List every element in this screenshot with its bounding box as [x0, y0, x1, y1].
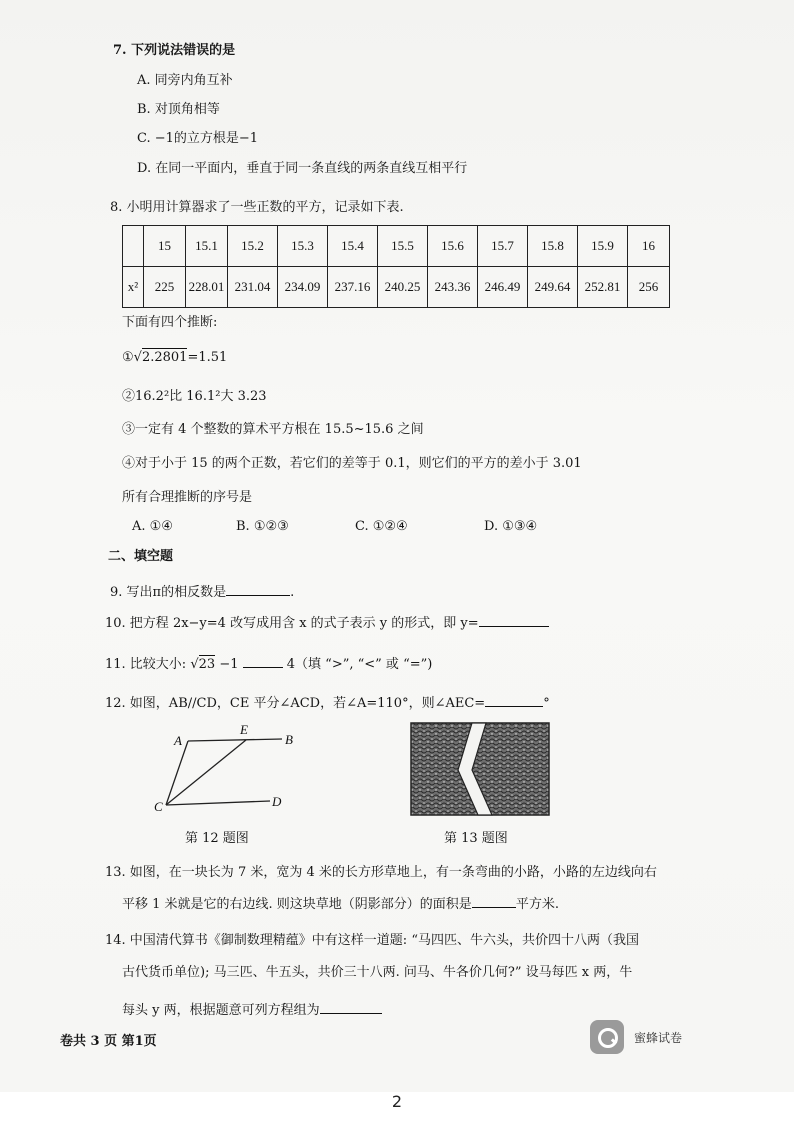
table-cell: 15: [144, 226, 186, 267]
label-c: C: [154, 799, 163, 814]
q7-option-d: D. 在同一平面内，垂直于同一条直线的两条直线互相平行: [137, 161, 468, 176]
table-cell: 246.49: [478, 267, 528, 308]
figure-12-caption: 第 12 题图: [185, 831, 249, 846]
table-cell: 15.9: [578, 226, 628, 267]
answer-blank: [226, 582, 290, 596]
table-cell: x²: [123, 267, 144, 308]
figure-13: [410, 722, 550, 816]
q8-inference-2: ②16.2²比 16.1²大 3.23: [122, 389, 267, 404]
table-cell: 15.8: [528, 226, 578, 267]
q7-option-b: B. 对顶角相等: [137, 102, 220, 117]
table-cell: 15.2: [228, 226, 278, 267]
q13-line-1: 13. 如图，在一块长为 7 米，宽为 4 米的长方形草地上，有一条弯曲的小路，小路的左边线向右: [105, 865, 657, 880]
answer-blank: [485, 693, 543, 707]
table-cell: [123, 226, 144, 267]
q8-option-b: B. ①②③: [236, 519, 289, 534]
table-cell: 16: [628, 226, 670, 267]
page-number: 2: [0, 1092, 794, 1124]
label-d: D: [272, 794, 282, 809]
q12-text: 12. 如图，AB//CD，CE 平分∠ACD，若∠A=110°，则∠AEC=: [105, 696, 486, 711]
q13-text: 平移 1 米就是它的右边线. 则这块草地（阴影部分）的面积是: [122, 897, 472, 912]
q11-mid: −1: [219, 657, 239, 672]
q12: [105, 693, 550, 713]
q8-option-a: A. ①④: [132, 519, 173, 534]
q8-ask: 所有合理推断的序号是: [122, 490, 253, 505]
q8-inference-3: ③一定有 4 个整数的算术平方根在 15.5~15.6 之间: [122, 422, 424, 437]
answer-blank: [472, 894, 516, 908]
q8-stem: 8. 小明用计算器求了一些正数的平方，记录如下表.: [110, 200, 404, 215]
q9-end: .: [290, 585, 295, 600]
q12-end: °: [543, 696, 550, 711]
inference-1-marker: ①: [122, 350, 134, 365]
q10-text: 10. 把方程 2x−y=4 改写成用含 x 的式子表示 y 的形式，即 y=: [105, 616, 479, 631]
figure-13-caption: 第 13 题图: [444, 831, 508, 846]
q7-option-c: C. −1的立方根是−1: [137, 131, 259, 146]
q10: [105, 613, 549, 633]
q14-line-3: [122, 1000, 382, 1020]
table-cell: 243.36: [428, 267, 478, 308]
table-row: [123, 267, 670, 308]
inference-1-radicand: 2.2801: [141, 350, 188, 365]
q7-option-a: A. 同旁内角互补: [137, 73, 233, 88]
sqrt-sign: √: [133, 350, 142, 365]
watermark: [590, 1020, 700, 1056]
q14-line-1: 14. 中国清代算书《御制数理精蕴》中有这样一道题: “马四匹、牛六头，共价四十八两（我国: [105, 933, 639, 948]
table-cell: 15.1: [186, 226, 228, 267]
table-cell: 15.4: [328, 226, 378, 267]
q14-text: 每头 y 两，根据题意可列方程组为: [122, 1003, 320, 1018]
section-heading: 二、填空题: [108, 549, 174, 564]
answer-blank: [479, 613, 549, 627]
q9-text: 9. 写出π的相反数是: [110, 585, 227, 600]
q13-end: 平方米.: [515, 897, 559, 912]
page-footer-info: 卷共 3 页 第1页: [60, 1034, 157, 1049]
q8-intro: 下面有四个推断:: [122, 315, 218, 330]
inference-1-result: =1.51: [187, 350, 228, 365]
table-cell: 15.7: [478, 226, 528, 267]
table-cell: 231.04: [228, 267, 278, 308]
q9: [110, 582, 294, 602]
squares-table: [122, 225, 670, 308]
q11-prefix: 11. 比较大小:: [105, 657, 187, 672]
figure-12: [150, 725, 300, 815]
q14-line-2: 古代货币单位); 马三匹、牛五头，共价三十八两. 问马、牛各价几何?” 设马每匹 x 两，牛: [122, 965, 633, 980]
magnifier-logo-icon: [590, 1020, 624, 1054]
segment-ce: [166, 740, 246, 805]
watermark-text: 蜜蜂试卷: [634, 1031, 683, 1045]
table-cell: 15.3: [278, 226, 328, 267]
segment-ab: [188, 739, 282, 741]
table-cell: 249.64: [528, 267, 578, 308]
q8-option-c: C. ①②④: [355, 519, 408, 534]
table-cell: 228.01: [186, 267, 228, 308]
table-cell: 237.16: [328, 267, 378, 308]
table-cell: 15.5: [378, 226, 428, 267]
q8-inference-1: [122, 349, 227, 367]
segment-cd: [166, 801, 270, 805]
q13-line-2: [122, 894, 559, 914]
answer-blank: [320, 1000, 382, 1014]
label-a: A: [174, 733, 182, 748]
table-cell: 252.81: [578, 267, 628, 308]
q11: [105, 654, 432, 674]
q8-inference-4: ④对于小于 15 的两个正数，若它们的差等于 0.1，则它们的平方的差小于 3.01: [122, 456, 582, 471]
table-cell: 234.09: [278, 267, 328, 308]
table-cell: 15.6: [428, 226, 478, 267]
sqrt-sign: √: [190, 657, 199, 672]
table-cell: 256: [628, 267, 670, 308]
table-row: [123, 226, 670, 267]
q11-tail: 4（填 “>”, “<” 或 “=”): [286, 657, 433, 672]
q8-option-d: D. ①③④: [484, 519, 538, 534]
label-e: E: [240, 725, 248, 737]
label-b: B: [285, 732, 293, 747]
q7-stem: 7. 下列说法错误的是: [113, 43, 236, 58]
q11-radicand: 23: [198, 657, 216, 672]
answer-blank: [243, 654, 283, 668]
table-cell: 240.25: [378, 267, 428, 308]
table-cell: 225: [144, 267, 186, 308]
